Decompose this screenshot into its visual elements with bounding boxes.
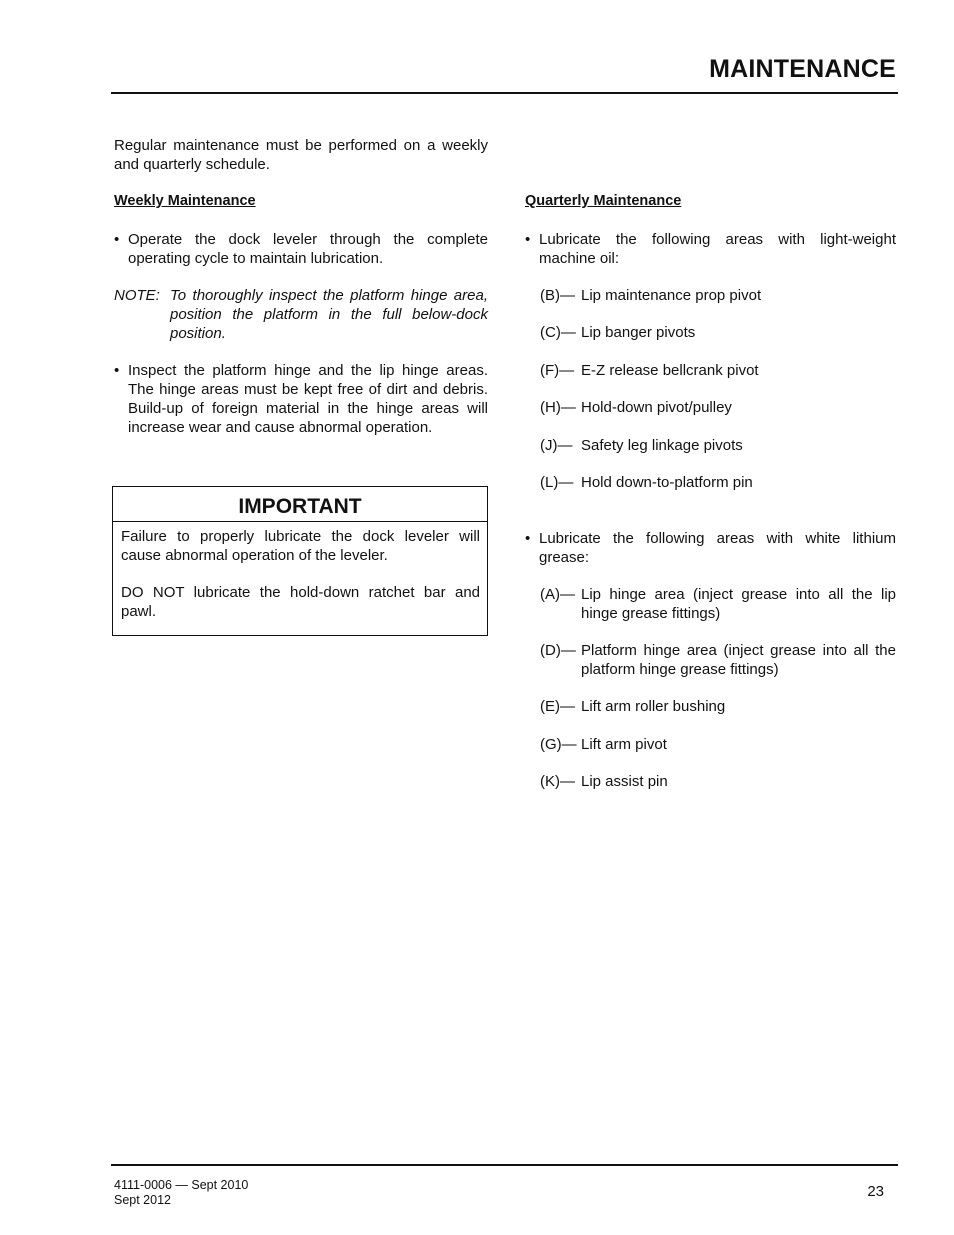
- list-item: [540, 697, 896, 716]
- list-item: [540, 398, 896, 417]
- oil-list: [525, 286, 896, 492]
- weekly-bullet-1-text: Operate the dock leveler through the complete operating cycle to maintain lubrication.: [128, 231, 488, 267]
- list-item: [540, 641, 896, 679]
- grease-intro-text: Lubricate the following areas with white lithium grease:: [539, 530, 896, 566]
- footer-doc-line: 4111-0006 — Sept 2010: [114, 1178, 249, 1192]
- item-code: (A)—: [540, 586, 575, 603]
- page-title: MAINTENANCE: [709, 55, 896, 83]
- list-item: [540, 735, 896, 754]
- item-text: E-Z release bellcrank pivot: [581, 362, 759, 379]
- right-column: [525, 192, 896, 791]
- bullet-dot-icon: •: [114, 231, 120, 248]
- bullet-dot-icon: •: [525, 530, 531, 547]
- oil-intro-text: Lubricate the following areas with light-weight machine oil:: [539, 231, 896, 267]
- item-text: Lip assist pin: [581, 773, 668, 790]
- item-text: Safety leg linkage pivots: [581, 437, 743, 454]
- item-code: (L)—: [540, 474, 574, 491]
- header-rule: [111, 92, 898, 94]
- weekly-bullet-2: [114, 361, 488, 437]
- item-code: (B)—: [540, 287, 575, 304]
- important-title: IMPORTANT: [113, 487, 487, 522]
- item-text: Hold-down pivot/pulley: [581, 399, 732, 416]
- page-number: 23: [867, 1183, 884, 1200]
- note-text: To thoroughly inspect the platform hinge area, position the platform in the full below-dock position.: [170, 287, 488, 342]
- footer-revision: Sept 2012: [114, 1193, 171, 1207]
- intro-paragraph: Regular maintenance must be performed on a weekly and quarterly schedule.: [114, 137, 488, 173]
- bullet-dot-icon: •: [525, 231, 531, 248]
- list-item: [540, 473, 896, 492]
- important-box: [112, 486, 488, 636]
- item-code: (F)—: [540, 362, 575, 379]
- grease-bullet: [525, 529, 896, 567]
- important-body: [113, 522, 487, 621]
- oil-bullet: [525, 230, 896, 268]
- weekly-heading: Weekly Maintenance: [114, 193, 256, 209]
- item-code: (G)—: [540, 736, 577, 753]
- important-paragraph-1: Failure to properly lubricate the dock leveler will cause abnormal operation of the leveler.: [121, 528, 480, 564]
- weekly-bullet-2-text: Inspect the platform hinge and the lip hinge areas. The hinge areas must be kept free of dirt and debris. Build-up of foreign material in the hinge areas will increase wear and cause abnormal operation.: [128, 362, 488, 436]
- item-code: (E)—: [540, 698, 575, 715]
- item-code: (K)—: [540, 773, 575, 790]
- item-text: Lip banger pivots: [581, 324, 696, 341]
- footer-rule: [111, 1164, 898, 1166]
- list-item: [540, 286, 896, 305]
- item-text: Lift arm roller bushing: [581, 698, 726, 715]
- item-code: (H)—: [540, 399, 576, 416]
- item-text: Platform hinge area (inject grease into all the platform hinge grease fittings): [581, 642, 896, 678]
- item-code: (C)—: [540, 324, 576, 341]
- list-item: [540, 436, 896, 455]
- list-item: [540, 772, 896, 791]
- footer-doc-info: [114, 1178, 248, 1208]
- list-item: [540, 361, 896, 380]
- item-code: (D)—: [540, 642, 576, 659]
- list-item: [540, 585, 896, 623]
- item-text: Hold down-to-platform pin: [581, 474, 753, 491]
- important-paragraph-2: DO NOT lubricate the hold-down ratchet bar and pawl.: [121, 584, 480, 620]
- left-column: [114, 136, 488, 437]
- bullet-dot-icon: •: [114, 362, 120, 379]
- item-text: Lip maintenance prop pivot: [581, 287, 762, 304]
- item-text: Lip hinge area (inject grease into all the lip hinge grease fittings): [581, 586, 896, 622]
- weekly-bullet-1: [114, 230, 488, 268]
- list-item: [540, 323, 896, 342]
- quarterly-heading: Quarterly Maintenance: [525, 193, 682, 209]
- weekly-note: [114, 286, 488, 343]
- item-text: Lift arm pivot: [581, 736, 667, 753]
- grease-list: [525, 585, 896, 791]
- note-label: NOTE:: [114, 287, 160, 304]
- item-code: (J)—: [540, 437, 573, 454]
